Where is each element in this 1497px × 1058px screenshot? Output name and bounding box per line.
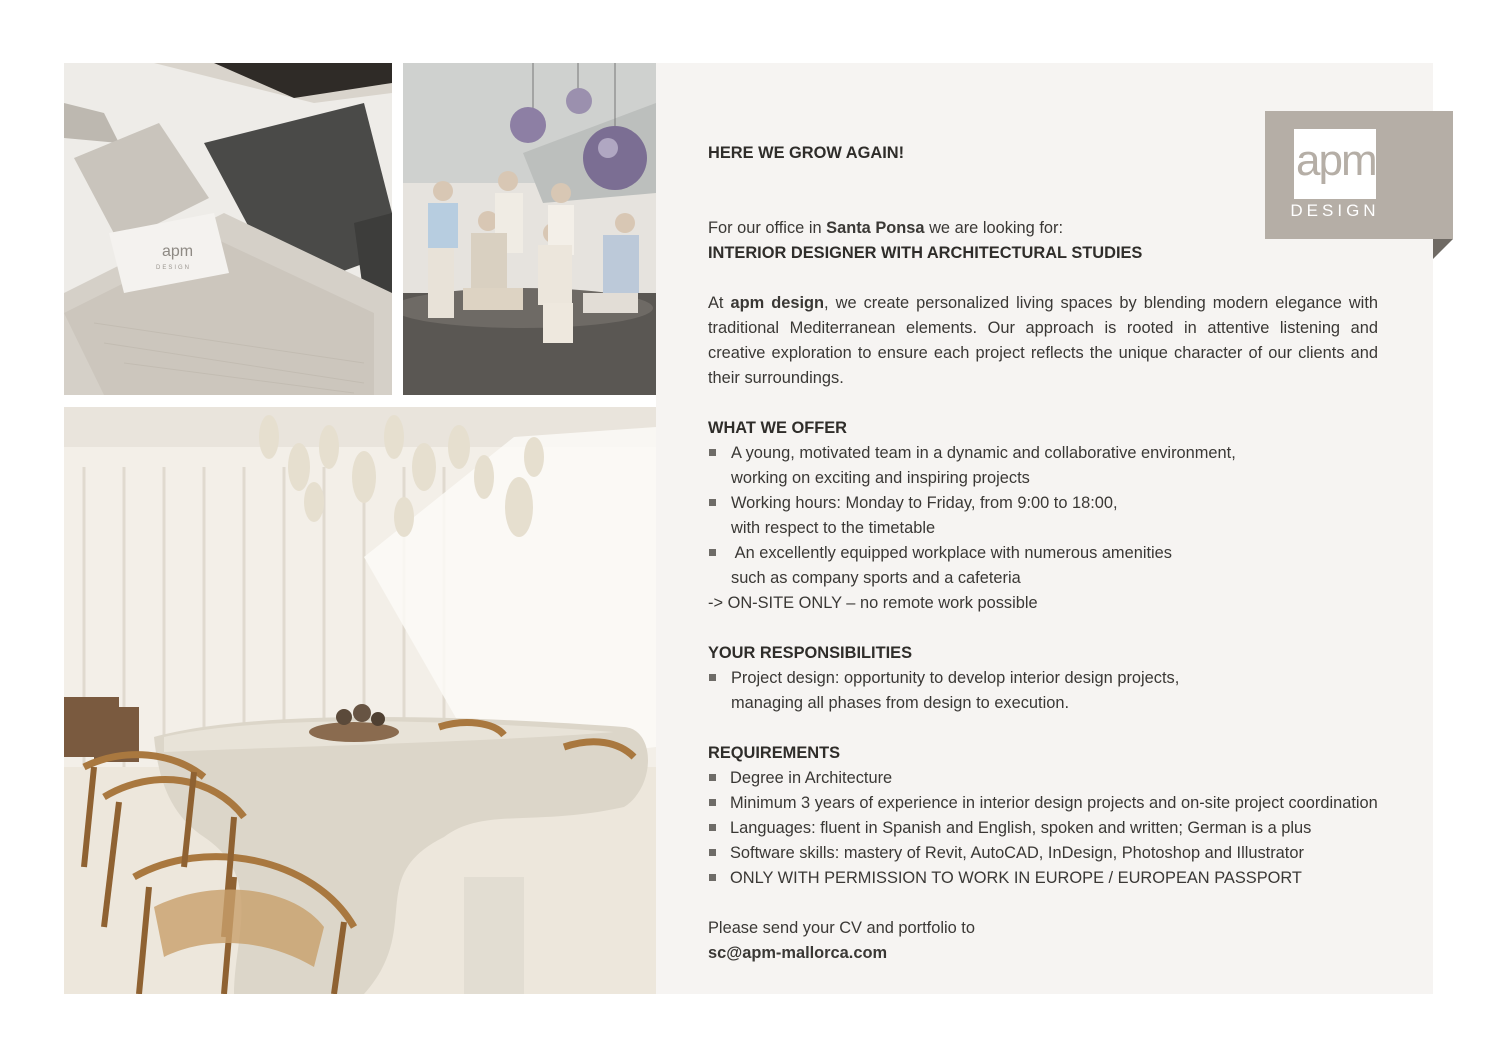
logo-fold-shape [1433, 239, 1453, 259]
page-title: HERE WE GROW AGAIN! [708, 144, 905, 162]
requirement-item [708, 791, 1378, 816]
logo-subtitle: DESIGN [1290, 201, 1380, 220]
bullet-square-icon [709, 824, 716, 831]
bullet-square-icon [709, 549, 716, 556]
requirement-text: ONLY WITH PERMISSION TO WORK IN EUROPE / EUROPEAN PASSPORT [730, 869, 1302, 887]
requirement-text: Minimum 3 years of experience in interior design projects and on-site project coordination [730, 794, 1378, 812]
requirements-title: REQUIREMENTS [708, 744, 841, 762]
offer-item-line: An excellently equipped workplace with numerous amenities [731, 544, 1172, 562]
requirement-item [708, 766, 1378, 791]
offer-item-line: such as company sports and a cafeteria [731, 569, 1021, 587]
responsibilities-title: YOUR RESPONSIBILITIES [708, 644, 913, 662]
bullet-square-icon [709, 874, 716, 881]
bullet-square-icon [709, 499, 716, 506]
intro-location: Santa Ponsa [826, 219, 925, 237]
responsibility-item [708, 666, 1378, 716]
requirement-item [708, 866, 1378, 891]
contact-email[interactable]: sc@apm-mallorca.com [708, 944, 888, 962]
contact-text: Please send your CV and portfolio to [708, 919, 975, 937]
card-logo-mark: apm [162, 243, 194, 260]
offer-title: WHAT WE OFFER [708, 419, 847, 437]
position-title: INTERIOR DESIGNER WITH ARCHITECTURAL STUDIES [708, 244, 1143, 262]
responsibility-line: Project design: opportunity to develop interior design projects, [731, 669, 1180, 687]
offer-item-line: with respect to the timetable [731, 519, 936, 537]
offer-item [708, 441, 1378, 491]
offer-item [708, 491, 1378, 541]
card-logo-sub: DESIGN [156, 265, 192, 271]
offer-item-line: Working hours: Monday to Friday, from 9:00 to 18:00, [731, 494, 1118, 512]
bullet-square-icon [709, 449, 716, 456]
about-paragraph [708, 291, 1378, 391]
bullet-square-icon [709, 774, 716, 781]
apm-design-logo [1265, 111, 1453, 239]
requirement-text: Languages: fluent in Spanish and English, spoken and written; German is a plus [730, 819, 1312, 837]
requirement-item [708, 841, 1378, 866]
bullet-square-icon [709, 674, 716, 681]
intro-post: we are looking for: [924, 219, 1064, 237]
bullet-square-icon [709, 849, 716, 856]
logo-mark: apm [1294, 129, 1376, 199]
responsibility-line: managing all phases from design to execution. [731, 694, 1070, 712]
about-company: apm design [730, 294, 825, 312]
requirement-item [708, 816, 1378, 841]
offer-item [708, 541, 1378, 591]
intro-pre: For our office in [708, 219, 827, 237]
photo-material-samples [64, 63, 392, 395]
offer-item-line: A young, motivated team in a dynamic and collaborative environment, [731, 444, 1236, 462]
photo-team [403, 63, 656, 395]
onsite-note: -> ON-SITE ONLY – no remote work possible [708, 594, 1038, 612]
requirement-text: Degree in Architecture [730, 769, 893, 787]
about-text: , we create personalized living spaces by blending modern elegance with traditional Mediterranean elements. Our approach is rooted in attentive listening and creative exploration to ensure each project reflects the unique character of our clients and their surroundings. [708, 294, 1378, 387]
photo-dining-room [64, 407, 656, 994]
bullet-square-icon [709, 799, 716, 806]
about-pre: At [708, 294, 731, 312]
offer-item-line: working on exciting and inspiring projects [731, 469, 1030, 487]
requirement-text: Software skills: mastery of Revit, AutoCAD, InDesign, Photoshop and Illustrator [730, 844, 1304, 862]
